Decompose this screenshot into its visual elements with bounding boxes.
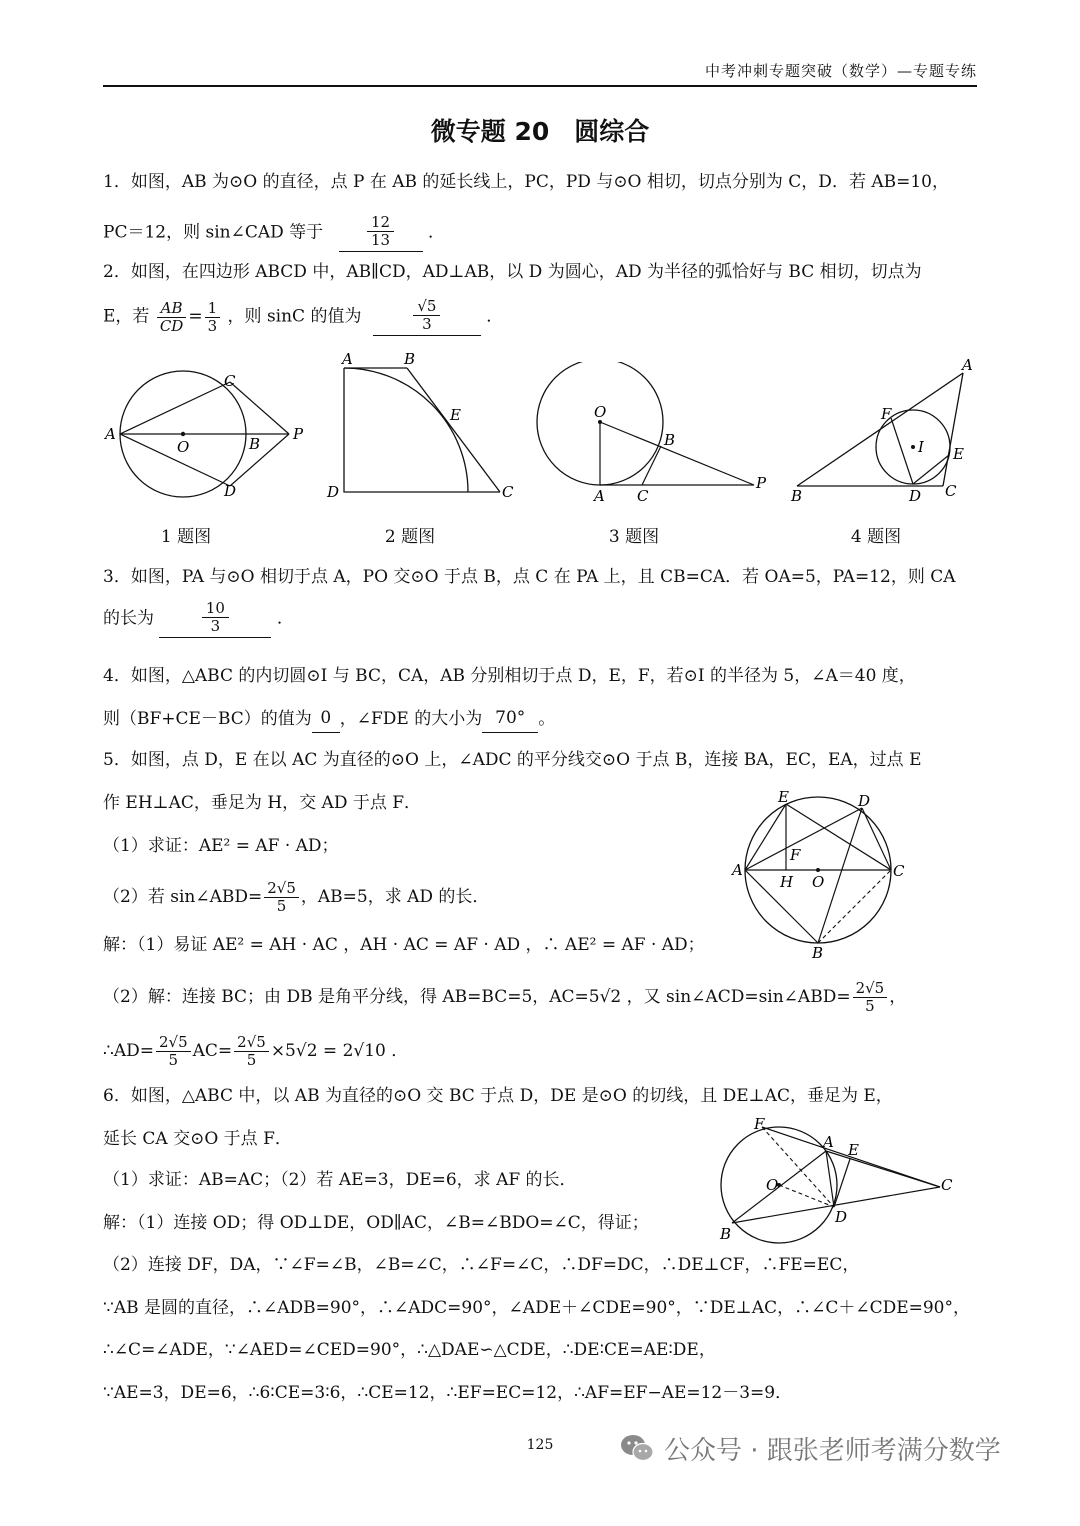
q3-answer-num: 10 <box>202 600 229 618</box>
q3-text: 的长为 <box>103 608 154 629</box>
q6-line1: 6．如图，△ABC 中，以 AB 为直径的⊙O 交 BC 于点 D，DE 是⊙O 的切线，且 DE⊥AC，垂足为 E， <box>103 1086 893 1106</box>
q2-third-num: 1 <box>205 300 221 318</box>
q5-solution3 <box>103 1034 983 1069</box>
f4-label: A <box>962 356 973 374</box>
header-rule <box>103 85 977 87</box>
q5-part2-b: ，AB=5，求 AD 的长． <box>300 887 490 907</box>
figure-6 <box>712 1115 972 1245</box>
q5-part2-a: （2）若 sin∠ABD= <box>103 887 263 907</box>
q2-answer-num: √5 <box>413 298 440 316</box>
f1-label: B <box>249 435 261 453</box>
q1-line1: 1．如图，AB 为⊙O 的直径，点 P 在 AB 的延长线上，PC，PD 与⊙O 相切，切点分别为 C，D．若 AB=10， <box>103 172 949 192</box>
q5-ad-den: 5 <box>168 1051 179 1069</box>
q3-line1: 3．如图，PA 与⊙O 相切于点 A，PO 交⊙O 于点 B，点 C 在 PA 上，且 CB=CA．若 OA=5，PA=12，则 CA <box>103 567 956 587</box>
q5-ad2-den: 5 <box>246 1051 257 1069</box>
q2-ratio-den: CD <box>159 316 184 335</box>
f2-label: A <box>342 350 353 368</box>
q6-solution3: ∵AB 是圆的直径，∴∠ADB=90°，∴∠ADC=90°，∠ADE＋∠CDE=90°，∵DE⊥AC，∴∠C＋∠CDE=90°， <box>103 1298 970 1318</box>
f6-label: F <box>754 1115 765 1133</box>
q3-answer-den: 3 <box>210 617 221 635</box>
q2-eq: = <box>188 306 203 327</box>
f1-label: P <box>293 425 304 443</box>
f4-label: B <box>791 487 803 505</box>
q2-ratio <box>157 300 187 335</box>
q6-parts: （1）求证：AB=AC；（2）若 AE=3，DE=6，求 AF 的长． <box>103 1170 577 1190</box>
figure-4 <box>785 355 985 515</box>
f5-label: B <box>812 944 824 962</box>
q6-solution5: ∵AE=3，DE=6，∴6∶CE=3∶6，∴CE=12，∴EF=EC=12，∴AF=EF−AE=12－3=9． <box>103 1383 793 1403</box>
q6-solution2: （2）连接 DF，DA，∵∠F=∠B，∠B=∠C，∴∠F=∠C，∴DF=DC，∴DE⊥CF，∴FE=EC， <box>103 1255 860 1275</box>
caption-fig4: 4 题图 <box>850 527 902 547</box>
q1-answer <box>367 214 394 249</box>
q4-end: 。 <box>538 709 556 729</box>
f3-label: P <box>756 474 767 492</box>
f5-label: D <box>858 792 871 810</box>
q2-text-a: E，若 <box>103 306 150 327</box>
f6-label: B <box>720 1225 732 1243</box>
caption-fig1: 1 题图 <box>160 527 212 547</box>
caption-fig2: 2 题图 <box>384 527 436 547</box>
q4-text-b: ，∠FDE 的大小为 <box>339 709 483 729</box>
f4-label: F <box>881 405 892 423</box>
q5-sol-num: 2√5 <box>853 980 888 998</box>
figure-2 <box>322 350 522 510</box>
f5-label: C <box>893 862 905 880</box>
running-header: 中考冲刺专题突破（数学）—专题专练 <box>704 62 977 80</box>
caption-fig3: 3 题图 <box>608 527 660 547</box>
f4-label: I <box>918 438 924 456</box>
f6-label: O <box>766 1176 779 1194</box>
f3-label: O <box>594 403 607 421</box>
q1-text: PC＝12，则 sin∠CAD 等于 <box>103 222 324 243</box>
q5-solution3-b: AC= <box>192 1041 233 1061</box>
q5-solution2-a: （2）解：连接 BC；由 DB 是角平分线，得 AB=BC=5，AC=5√2 ，又 sin∠ACD=sin∠ABD= <box>103 987 851 1007</box>
q1-answer-den: 13 <box>371 231 391 249</box>
f5-label: H <box>780 873 794 891</box>
q5-sin-num: 2√5 <box>264 880 299 898</box>
q4-answer2: 70° <box>482 706 538 733</box>
f5-label: E <box>778 788 789 806</box>
watermark-text: 公众号 · 跟张老师考满分数学 <box>664 1435 1001 1466</box>
q4-answer1: 0 <box>312 706 340 733</box>
f3-label: C <box>637 487 649 505</box>
q5-part1: （1）求证：AE² = AF · AD； <box>103 836 339 856</box>
f3-label: B <box>664 431 676 449</box>
q5-solution2-b: ， <box>889 987 907 1007</box>
q4-line2 <box>103 706 983 733</box>
f2-label: E <box>450 406 461 424</box>
f4-label: D <box>909 487 922 505</box>
q2-ratio-num: AB <box>157 300 187 318</box>
f6-label: E <box>848 1141 859 1159</box>
q3-line2 <box>103 600 983 638</box>
f6-label: C <box>941 1176 953 1194</box>
f5-label: F <box>790 846 801 864</box>
q1-answer-blank <box>339 214 423 252</box>
q5-solution3-a: ∴AD= <box>103 1041 154 1061</box>
q5-sol-den: 5 <box>865 997 875 1015</box>
f2-label: B <box>404 350 416 368</box>
q5-ad-frac2 <box>234 1034 269 1069</box>
q2-answer <box>413 298 440 333</box>
q5-solution2 <box>103 980 983 1015</box>
q2-line1: 2．如图，在四边形 ABCD 中，AB∥CD，AD⊥AB，以 D 为圆心，AD 为半径的弧恰好与 BC 相切，切点为 <box>103 262 922 282</box>
f6-label: D <box>835 1208 848 1226</box>
q6-line2: 延长 CA 交⊙O 于点 F． <box>103 1129 292 1149</box>
f6-label: A <box>823 1133 834 1151</box>
f2-label: C <box>502 483 514 501</box>
wechat-icon <box>620 1433 654 1463</box>
q5-solution1: 解：（1）易证 AE² = AH · AC ，AH · AC = AF · AD ，∴ AE² = AF · AD； <box>103 935 705 955</box>
page-title: 微专题 20 圆综合 <box>430 117 650 146</box>
q3-answer <box>202 600 229 635</box>
q6-solution1: 解：（1）连接 OD；得 OD⊥DE，OD∥AC，∠B=∠BDO=∠C，得证； <box>103 1213 649 1233</box>
q4-line1: 4．如图，△ABC 的内切圆⊙I 与 BC，CA，AB 分别相切于点 D，E，F，若⊙I 的半径为 5，∠A＝40 度， <box>103 666 916 686</box>
q5-line2: 作 EH⊥AC，垂足为 H，交 AD 于点 F． <box>103 793 422 813</box>
q5-sin-frac <box>264 880 299 915</box>
figure-5 <box>730 788 910 963</box>
q5-sol-frac <box>853 980 888 1015</box>
f4-label: C <box>945 482 957 500</box>
q6-solution4: ∴∠C=∠ADE，∵∠AED=∠CED=90°，∴△DAE∽△CDE，∴DE∶CE=AE∶DE， <box>103 1340 716 1360</box>
q2-end: ． <box>486 306 504 327</box>
q2-third <box>205 300 221 335</box>
f2-label: D <box>327 483 340 501</box>
f1-label: A <box>105 425 116 443</box>
f1-label: C <box>224 372 236 390</box>
q2-third-den: 3 <box>207 316 218 335</box>
f4-label: E <box>953 445 964 463</box>
q2-answer-blank <box>373 298 481 336</box>
f3-label: A <box>594 487 605 505</box>
f5-label: O <box>812 873 825 891</box>
q3-end: ． <box>276 608 294 629</box>
f5-label: A <box>732 861 743 879</box>
q2-text-b: ，则 sinC 的值为 <box>227 306 362 327</box>
f1-label: O <box>177 438 190 456</box>
q5-line1: 5．如图，点 D，E 在以 AC 为直径的⊙O 上，∠ADC 的平分线交⊙O 于点 B，连接 BA，EC，EA，过点 E <box>103 750 922 770</box>
q5-solution3-c: ×5√2 = 2√10 ． <box>270 1041 409 1061</box>
q3-answer-blank <box>159 600 271 638</box>
q1-answer-num: 12 <box>367 214 394 232</box>
f1-label: D <box>224 482 237 500</box>
q5-ad-num: 2√5 <box>156 1034 191 1052</box>
page-number: 125 <box>526 1437 554 1453</box>
q2-line2 <box>103 298 983 336</box>
watermark <box>620 1428 1060 1468</box>
q5-sin-den: 5 <box>276 897 287 915</box>
figure-3 <box>530 362 770 512</box>
q4-text-a: 则（BF+CE－BC）的值为 <box>103 709 312 729</box>
q5-ad-frac <box>156 1034 191 1069</box>
q2-answer-den: 3 <box>422 315 432 333</box>
q5-ad2-num: 2√5 <box>234 1034 269 1052</box>
q1-end: ． <box>427 222 445 243</box>
figure-1 <box>103 352 313 512</box>
q1-line2 <box>103 214 983 252</box>
